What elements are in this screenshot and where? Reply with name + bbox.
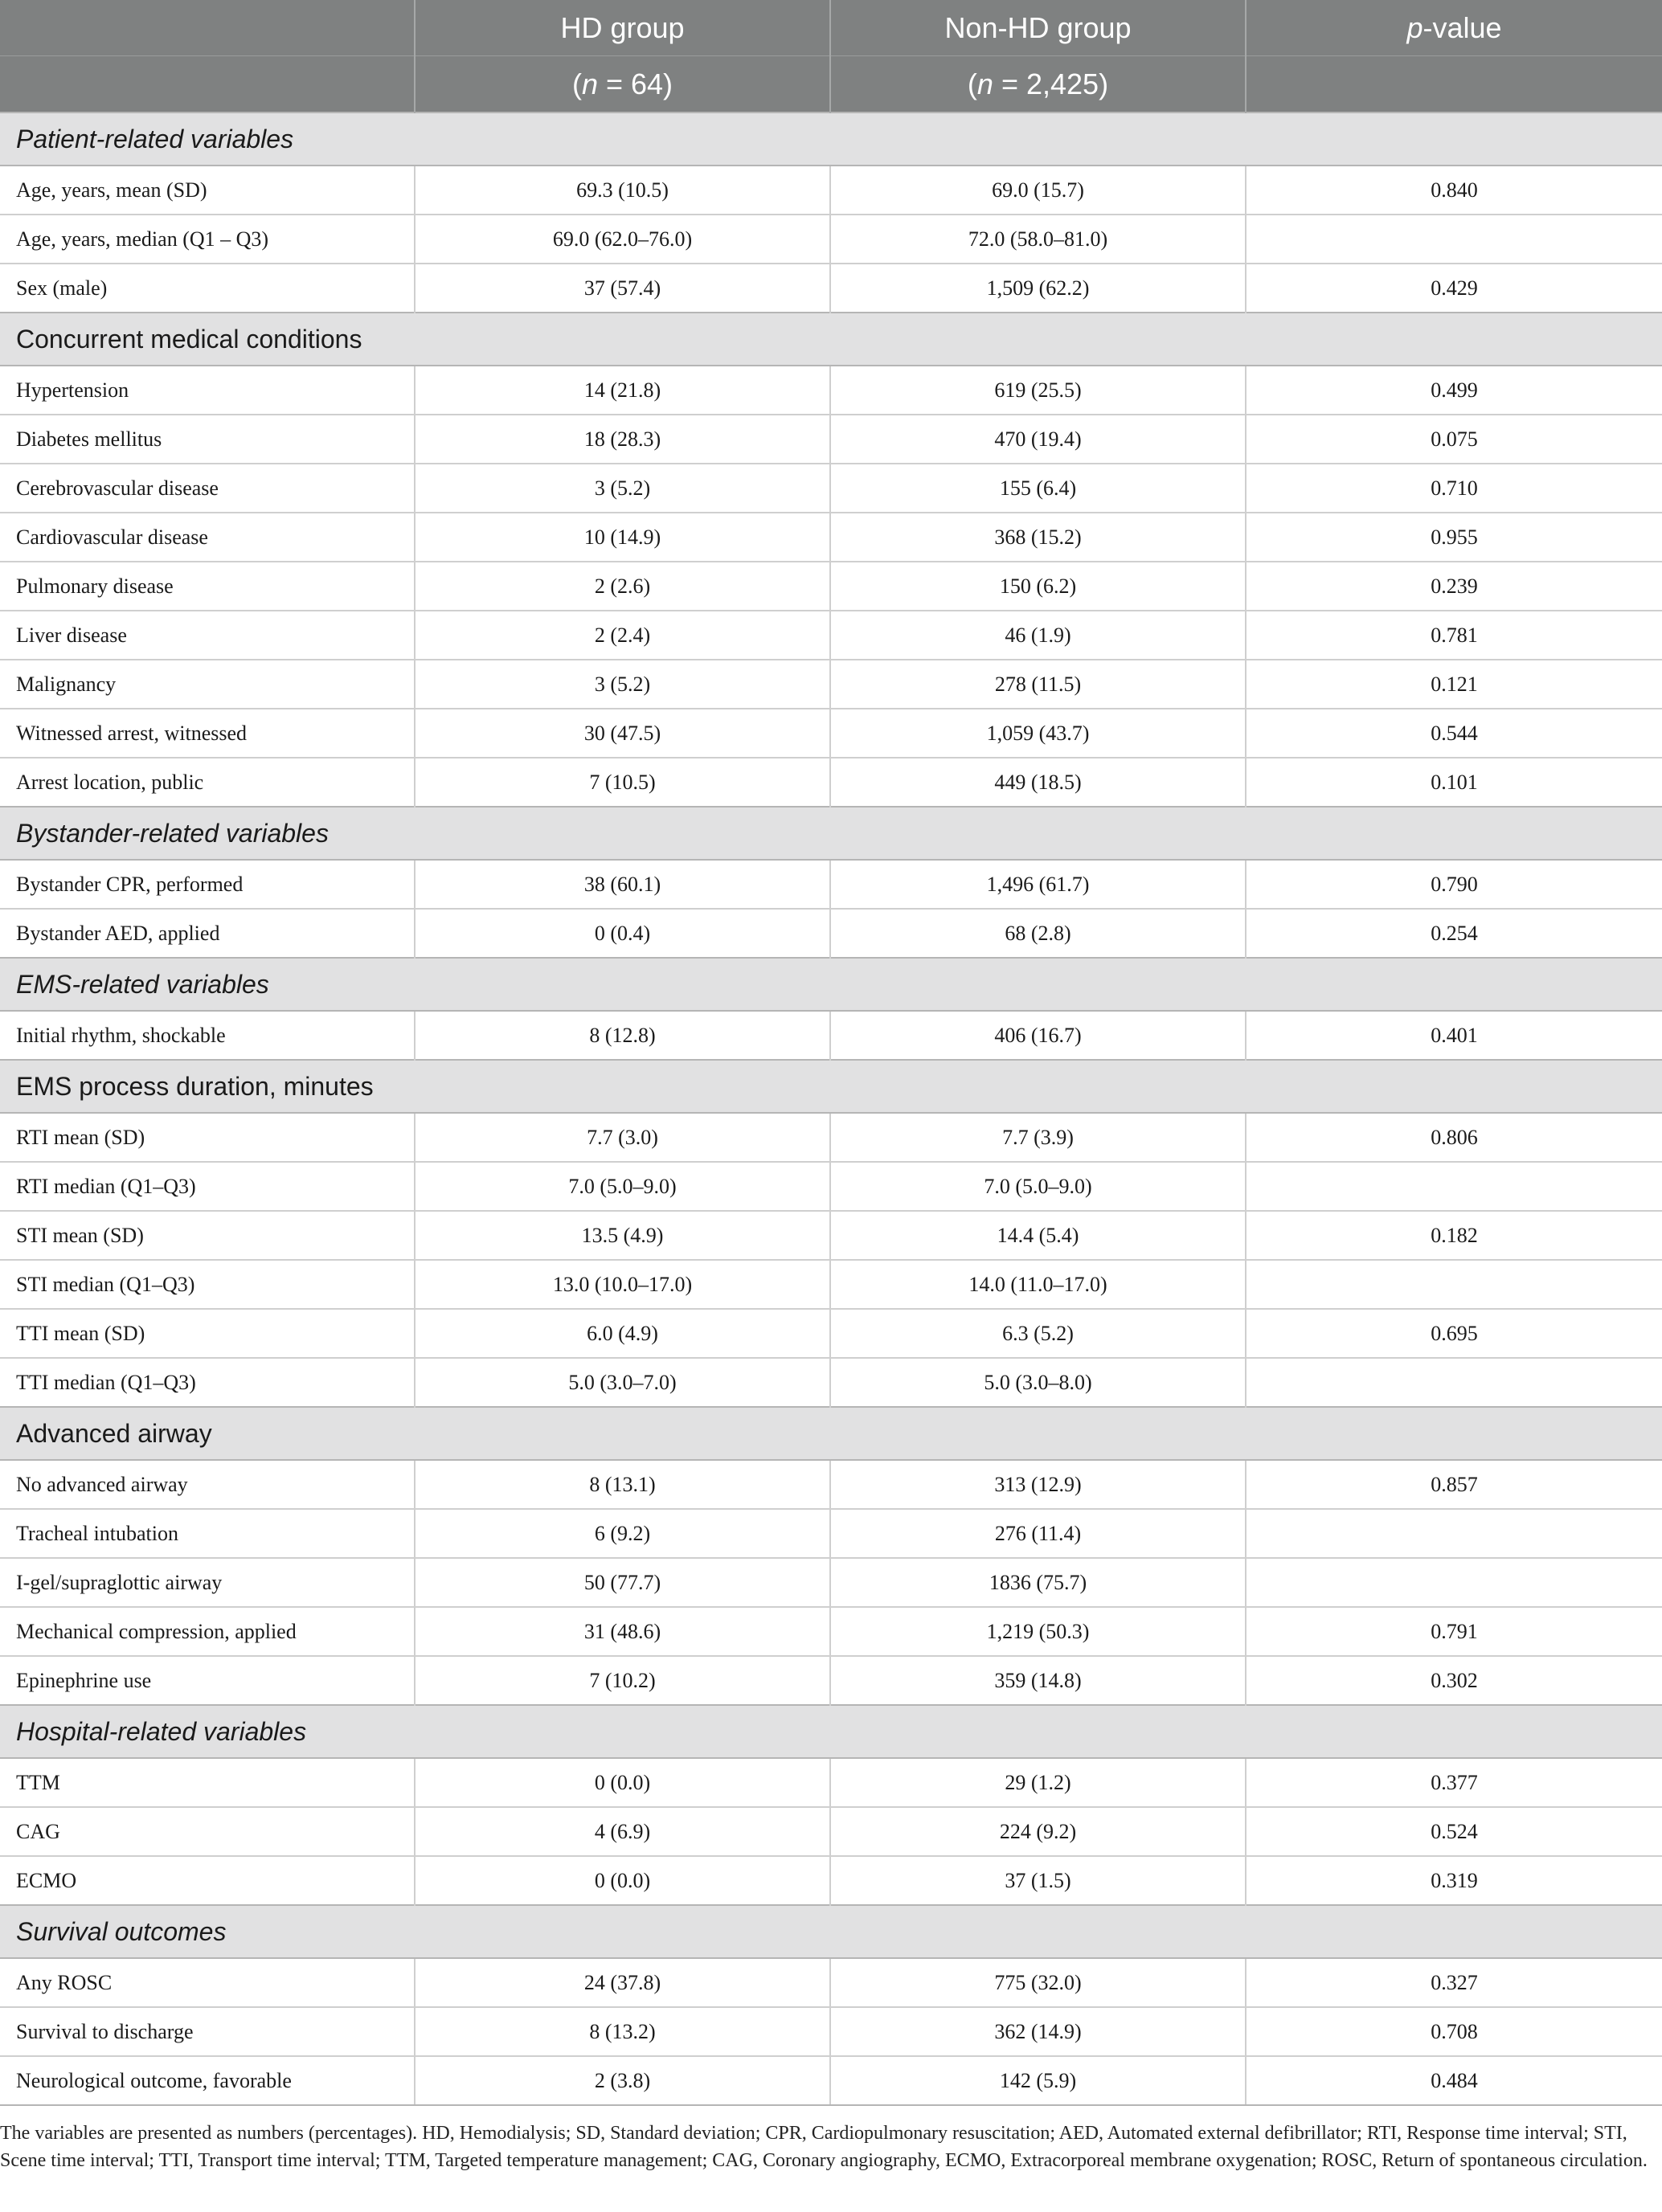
section-title: Advanced airway (0, 1407, 1662, 1460)
hd-n-label: n (581, 67, 598, 100)
table-row (0, 464, 1662, 513)
table-row (0, 562, 1662, 611)
non-hd-value: 224 (9.2) (830, 1807, 1246, 1856)
row-label: CAG (0, 1807, 415, 1856)
table-row (0, 1358, 1662, 1407)
row-label: Age, years, mean (SD) (0, 166, 415, 215)
p-value (1246, 1260, 1662, 1309)
hd-value: 2 (2.4) (415, 611, 830, 660)
p-value: 0.781 (1246, 611, 1662, 660)
non-hd-value: 7.0 (5.0–9.0) (830, 1162, 1246, 1211)
row-label: Epinephrine use (0, 1656, 415, 1705)
non-hd-n-value: = 2,425 (993, 67, 1099, 100)
hd-value: 14 (21.8) (415, 366, 830, 415)
hd-value: 2 (3.8) (415, 2056, 830, 2105)
table-row (0, 1958, 1662, 2007)
non-hd-value: 6.3 (5.2) (830, 1309, 1246, 1358)
section-title: Hospital-related variables (0, 1705, 1662, 1758)
hd-value: 6.0 (4.9) (415, 1309, 830, 1358)
table-row (0, 1807, 1662, 1856)
hd-value: 30 (47.5) (415, 709, 830, 758)
hd-value: 7 (10.2) (415, 1656, 830, 1705)
table-row (0, 860, 1662, 909)
p-value: 0.791 (1246, 1607, 1662, 1656)
non-hd-n-label: n (976, 67, 993, 100)
p-value: 0.955 (1246, 513, 1662, 562)
non-hd-value: 359 (14.8) (830, 1656, 1246, 1705)
section-title: Bystander-related variables (0, 807, 1662, 860)
section-title: EMS process duration, minutes (0, 1060, 1662, 1113)
p-value: 0.484 (1246, 2056, 1662, 2105)
hd-value: 0 (0.4) (415, 909, 830, 958)
hd-value: 13.5 (4.9) (415, 1211, 830, 1260)
p-value: 0.239 (1246, 562, 1662, 611)
hd-n-value: = 64 (597, 67, 664, 100)
row-label: Malignancy (0, 660, 415, 709)
p-value: 0.840 (1246, 166, 1662, 215)
hd-value: 3 (5.2) (415, 660, 830, 709)
row-label: STI mean (SD) (0, 1211, 415, 1260)
row-label: TTM (0, 1758, 415, 1807)
hd-value: 0 (0.0) (415, 1758, 830, 1807)
hd-value: 7.0 (5.0–9.0) (415, 1162, 830, 1211)
hd-value: 24 (37.8) (415, 1958, 830, 2007)
table-row (0, 366, 1662, 415)
table-row (0, 2056, 1662, 2105)
p-value: 0.377 (1246, 1758, 1662, 1807)
hd-value: 18 (28.3) (415, 415, 830, 464)
row-label: Bystander CPR, performed (0, 860, 415, 909)
section-header-row (0, 112, 1662, 166)
row-label: Any ROSC (0, 1958, 415, 2007)
non-hd-value: 775 (32.0) (830, 1958, 1246, 2007)
non-hd-value: 449 (18.5) (830, 758, 1246, 807)
section-header-row (0, 313, 1662, 366)
non-hd-value: 406 (16.7) (830, 1011, 1246, 1060)
p-value: 0.806 (1246, 1113, 1662, 1162)
non-hd-value: 29 (1.2) (830, 1758, 1246, 1807)
non-hd-value: 69.0 (15.7) (830, 166, 1246, 215)
row-label: Bystander AED, applied (0, 909, 415, 958)
p-value (1246, 1509, 1662, 1558)
p-value (1246, 1358, 1662, 1407)
non-hd-value: 37 (1.5) (830, 1856, 1246, 1905)
non-hd-value: 7.7 (3.9) (830, 1113, 1246, 1162)
table-row (0, 1758, 1662, 1807)
row-label: TTI median (Q1–Q3) (0, 1358, 415, 1407)
p-value: 0.302 (1246, 1656, 1662, 1705)
table-row (0, 1856, 1662, 1905)
row-label: Tracheal intubation (0, 1509, 415, 1558)
p-value: 0.401 (1246, 1011, 1662, 1060)
p-value: 0.695 (1246, 1309, 1662, 1358)
non-hd-value: 1,509 (62.2) (830, 264, 1246, 313)
non-hd-value: 142 (5.9) (830, 2056, 1246, 2105)
non-hd-value: 72.0 (58.0–81.0) (830, 215, 1246, 264)
table-row (0, 909, 1662, 958)
row-label: Hypertension (0, 366, 415, 415)
non-hd-value: 1,219 (50.3) (830, 1607, 1246, 1656)
table-row (0, 215, 1662, 264)
header-p-value (1246, 0, 1662, 56)
section-header-row (0, 807, 1662, 860)
header-blank-p (1246, 56, 1662, 113)
header-variable (0, 0, 415, 56)
section-title: EMS-related variables (0, 958, 1662, 1011)
p-value: 0.327 (1246, 1958, 1662, 2007)
row-label: Diabetes mellitus (0, 415, 415, 464)
table-row (0, 660, 1662, 709)
p-value: 0.499 (1246, 366, 1662, 415)
table-row (0, 1113, 1662, 1162)
header-blank (0, 56, 415, 113)
header-hd-group: HD group (415, 0, 830, 56)
p-value: 0.790 (1246, 860, 1662, 909)
p-value: 0.121 (1246, 660, 1662, 709)
p-value: 0.101 (1246, 758, 1662, 807)
row-label: Initial rhythm, shockable (0, 1011, 415, 1060)
hd-value: 5.0 (3.0–7.0) (415, 1358, 830, 1407)
header-non-hd-n: (n = 2,425) (830, 56, 1246, 113)
row-label: Pulmonary disease (0, 562, 415, 611)
row-label: STI median (Q1–Q3) (0, 1260, 415, 1309)
hd-value: 0 (0.0) (415, 1856, 830, 1905)
non-hd-value: 1836 (75.7) (830, 1558, 1246, 1607)
non-hd-value: 68 (2.8) (830, 909, 1246, 958)
non-hd-value: 276 (11.4) (830, 1509, 1246, 1558)
table-row (0, 1011, 1662, 1060)
table-row (0, 611, 1662, 660)
hd-value: 2 (2.6) (415, 562, 830, 611)
hd-value: 31 (48.6) (415, 1607, 830, 1656)
section-header-row (0, 1060, 1662, 1113)
non-hd-value: 362 (14.9) (830, 2007, 1246, 2056)
non-hd-value: 368 (15.2) (830, 513, 1246, 562)
row-label: Cardiovascular disease (0, 513, 415, 562)
non-hd-value: 619 (25.5) (830, 366, 1246, 415)
row-label: Sex (male) (0, 264, 415, 313)
table-row (0, 1509, 1662, 1558)
section-title: Concurrent medical conditions (0, 313, 1662, 366)
non-hd-value: 278 (11.5) (830, 660, 1246, 709)
row-label: I-gel/supraglottic airway (0, 1558, 415, 1607)
non-hd-value: 155 (6.4) (830, 464, 1246, 513)
hd-value: 50 (77.7) (415, 1558, 830, 1607)
row-label: Liver disease (0, 611, 415, 660)
hd-value: 69.0 (62.0–76.0) (415, 215, 830, 264)
non-hd-value: 46 (1.9) (830, 611, 1246, 660)
non-hd-value: 470 (19.4) (830, 415, 1246, 464)
table-row (0, 415, 1662, 464)
hd-value: 3 (5.2) (415, 464, 830, 513)
table-row (0, 1162, 1662, 1211)
hd-value: 7 (10.5) (415, 758, 830, 807)
p-value: 0.182 (1246, 1211, 1662, 1260)
p-value: 0.708 (1246, 2007, 1662, 2056)
row-label: Arrest location, public (0, 758, 415, 807)
table-row (0, 758, 1662, 807)
hd-value: 38 (60.1) (415, 860, 830, 909)
header-non-hd-group: Non-HD group (830, 0, 1246, 56)
non-hd-value: 5.0 (3.0–8.0) (830, 1358, 1246, 1407)
section-title: Patient-related variables (0, 112, 1662, 166)
p-value (1246, 1558, 1662, 1607)
row-label: TTI mean (SD) (0, 1309, 415, 1358)
non-hd-value: 313 (12.9) (830, 1460, 1246, 1509)
p-letter: p (1406, 10, 1423, 44)
row-label: Neurological outcome, favorable (0, 2056, 415, 2105)
section-header-row (0, 1407, 1662, 1460)
table-body (0, 112, 1662, 2105)
table-row (0, 166, 1662, 215)
table-row (0, 1558, 1662, 1607)
table-row (0, 1460, 1662, 1509)
row-label: Mechanical compression, applied (0, 1607, 415, 1656)
hd-value: 6 (9.2) (415, 1509, 830, 1558)
hd-value: 37 (57.4) (415, 264, 830, 313)
row-label: ECMO (0, 1856, 415, 1905)
p-value: 0.524 (1246, 1807, 1662, 1856)
row-label: Cerebrovascular disease (0, 464, 415, 513)
table-row (0, 1607, 1662, 1656)
p-value: 0.075 (1246, 415, 1662, 464)
section-header-row (0, 958, 1662, 1011)
hd-value: 4 (6.9) (415, 1807, 830, 1856)
table-row (0, 1211, 1662, 1260)
non-hd-value: 1,059 (43.7) (830, 709, 1246, 758)
table-row (0, 1309, 1662, 1358)
row-label: RTI mean (SD) (0, 1113, 415, 1162)
non-hd-value: 14.0 (11.0–17.0) (830, 1260, 1246, 1309)
p-value: 0.544 (1246, 709, 1662, 758)
p-value (1246, 215, 1662, 264)
row-label: Age, years, median (Q1 – Q3) (0, 215, 415, 264)
header-hd-n: (n = 64) (415, 56, 830, 113)
hd-value: 8 (13.1) (415, 1460, 830, 1509)
row-label: Witnessed arrest, witnessed (0, 709, 415, 758)
hd-value: 8 (12.8) (415, 1011, 830, 1060)
row-label: RTI median (Q1–Q3) (0, 1162, 415, 1211)
table-row (0, 264, 1662, 313)
section-header-row (0, 1905, 1662, 1958)
hd-value: 69.3 (10.5) (415, 166, 830, 215)
hd-value: 13.0 (10.0–17.0) (415, 1260, 830, 1309)
hd-value: 8 (13.2) (415, 2007, 830, 2056)
table-row (0, 709, 1662, 758)
table-row (0, 513, 1662, 562)
p-value: 0.710 (1246, 464, 1662, 513)
p-value: 0.254 (1246, 909, 1662, 958)
row-label: Survival to discharge (0, 2007, 415, 2056)
p-value: 0.429 (1246, 264, 1662, 313)
p-value (1246, 1162, 1662, 1211)
table-row (0, 1656, 1662, 1705)
footnote: The variables are presented as numbers (percentages). HD, Hemodialysis; SD, Standard deviation; CPR, Cardiopulmonary resuscitation; AED, Automated external defibrillator; RTI, Response time interval; STI, Scene time interval; TTI, Transport time interval; TTM, Targeted temperature management; CAG, Coronary angiography, ECMO, Extracorporeal membrane oxygenation; ROSC, Return of spontaneous circulation. (0, 2123, 1648, 2171)
p-value-suffix: -value (1423, 10, 1502, 44)
table-header (0, 0, 1662, 112)
hd-value: 10 (14.9) (415, 513, 830, 562)
non-hd-value: 150 (6.2) (830, 562, 1246, 611)
hd-value: 7.7 (3.0) (415, 1113, 830, 1162)
row-label: No advanced airway (0, 1460, 415, 1509)
table-row (0, 2007, 1662, 2056)
section-header-row (0, 1705, 1662, 1758)
p-value: 0.319 (1246, 1856, 1662, 1905)
non-hd-value: 1,496 (61.7) (830, 860, 1246, 909)
non-hd-value: 14.4 (5.4) (830, 1211, 1246, 1260)
p-value: 0.857 (1246, 1460, 1662, 1509)
table-row (0, 1260, 1662, 1309)
section-title: Survival outcomes (0, 1905, 1662, 1958)
